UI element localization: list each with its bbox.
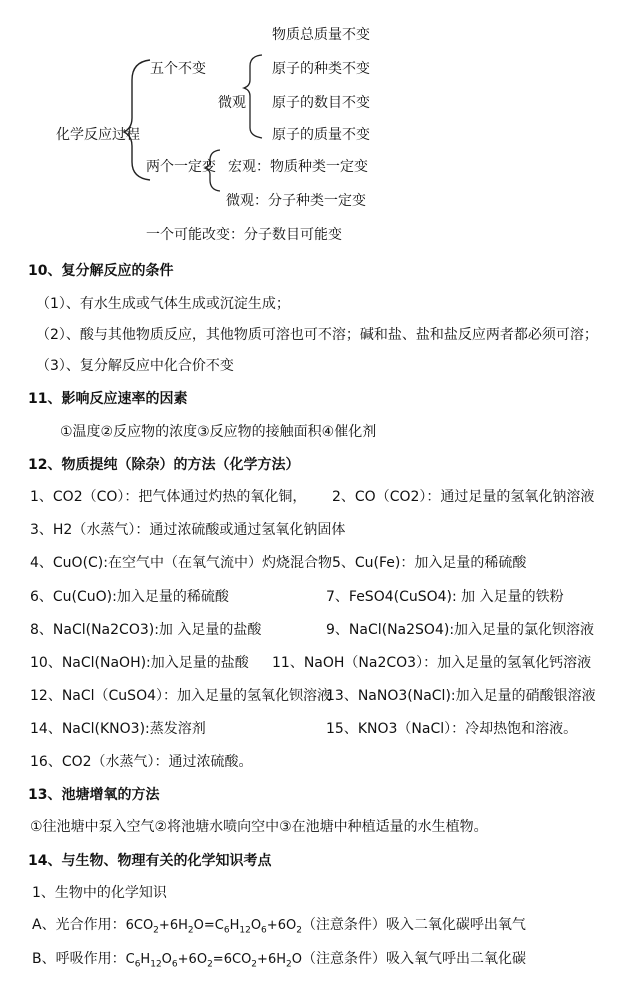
s12-item-2: 2、CO（CO2）：通过足量的氢氧化钠溶液 bbox=[332, 489, 595, 505]
s13-line: ①往池塘中泵入空气②将池塘水喷向空中③在池塘中种植适量的水生植物。 bbox=[30, 819, 488, 835]
photosynthesis-label: A、光合作用： bbox=[32, 917, 126, 933]
s14-sub: 1、生物中的化学知识 bbox=[32, 885, 167, 901]
macro-label: 宏观：物质种类一定变 bbox=[228, 159, 368, 175]
s12-item-13: 13、NaNO3(NaCl):加入足量的硝酸银溶液 bbox=[326, 688, 596, 704]
s12-item-14: 14、NaCl(KNO3):蒸发溶剂 bbox=[30, 721, 206, 737]
s12-item-10: 10、NaCl(NaOH):加入足量的盐酸 bbox=[30, 655, 249, 671]
section-10-title: 10、复分解反应的条件 bbox=[28, 263, 174, 279]
s12-item-15: 15、KNO3（NaCl）：冷却热饱和溶液。 bbox=[326, 721, 578, 737]
respiration-label: B、呼吸作用： bbox=[32, 951, 126, 967]
item-mass-total: 物质总质量不变 bbox=[272, 27, 370, 43]
s12-item-4: 4、CuO(C):在空气中（在氧气流中）灼烧混合物 bbox=[30, 555, 332, 571]
s12-item-3: 3、H2（水蒸气）：通过浓硫酸或通过氢氧化钠固体 bbox=[30, 522, 346, 538]
s12-item-12: 12、NaCl（CuSO4）：加入足量的氢氧化钡溶液 bbox=[30, 688, 331, 704]
two-certain: 两个一定变 bbox=[146, 159, 216, 175]
five-unchanged: 五个不变 bbox=[150, 61, 206, 77]
photosynthesis-line bbox=[32, 916, 526, 940]
one-possible: 一个可能改变：分子数目可能变 bbox=[146, 227, 342, 243]
photosynthesis-equation: $6CO_2+6H_2O=C_6H_{12}O_6+6O_2$ bbox=[125, 918, 302, 936]
respiration-note: （注意条件）吸入氧气呼出二氧化碳 bbox=[301, 951, 526, 967]
s12-item-5: 5、Cu(Fe)：加入足量的稀硫酸 bbox=[332, 555, 527, 571]
s10-line-1: （1）、有水生成或气体生成或沉淀生成； bbox=[36, 296, 290, 312]
s12-item-16: 16、CO2（水蒸气）：通过浓硫酸。 bbox=[30, 754, 253, 770]
section-12-title: 12、物质提纯（除杂）的方法（化学方法） bbox=[28, 457, 300, 473]
s12-item-11: 11、NaOH（Na2CO3）：加入足量的氢氧化钙溶液 bbox=[272, 655, 592, 671]
photosynthesis-note: （注意条件）吸入二氧化碳呼出氧气 bbox=[301, 917, 526, 933]
item-atom-mass: 原子的质量不变 bbox=[272, 127, 370, 143]
s12-item-1: 1、CO2（CO）：把气体通过灼热的氧化铜， bbox=[30, 489, 307, 505]
section-14-title: 14、与生物、物理有关的化学知识考点 bbox=[28, 853, 272, 869]
s12-item-8: 8、NaCl(Na2CO3):加 入足量的盐酸 bbox=[30, 622, 262, 638]
s12-item-7: 7、FeSO4(CuSO4): 加 入足量的铁粉 bbox=[326, 589, 564, 605]
s12-item-6: 6、Cu(CuO):加入足量的稀硫酸 bbox=[30, 589, 229, 605]
s11-line: ①温度②反应物的浓度③反应物的接触面积④催化剂 bbox=[60, 424, 377, 440]
respiration-line bbox=[32, 950, 526, 974]
diagram-root: 化学反应过程 bbox=[56, 127, 140, 143]
micro-label-2: 微观：分子种类一定变 bbox=[226, 193, 366, 209]
section-11-title: 11、影响反应速率的因素 bbox=[28, 391, 188, 407]
s12-item-9: 9、NaCl(Na2SO4):加入足量的氯化钡溶液 bbox=[326, 622, 595, 638]
respiration-equation: $C_6H_{12}O_6+6O_2=6CO_2+6H_2O$ bbox=[125, 952, 302, 970]
item-atom-kind: 原子的种类不变 bbox=[272, 61, 370, 77]
micro-label-1: 微观 bbox=[218, 95, 246, 111]
section-13-title: 13、池塘增氧的方法 bbox=[28, 787, 160, 803]
s10-line-2: （2）、酸与其他物质反应，其他物质可溶也可不溶；碱和盐、盐和盐反应两者都必须可溶； bbox=[36, 327, 598, 343]
item-atom-count: 原子的数目不变 bbox=[272, 95, 370, 111]
s10-line-3: （3）、复分解反应中化合价不变 bbox=[36, 358, 234, 374]
